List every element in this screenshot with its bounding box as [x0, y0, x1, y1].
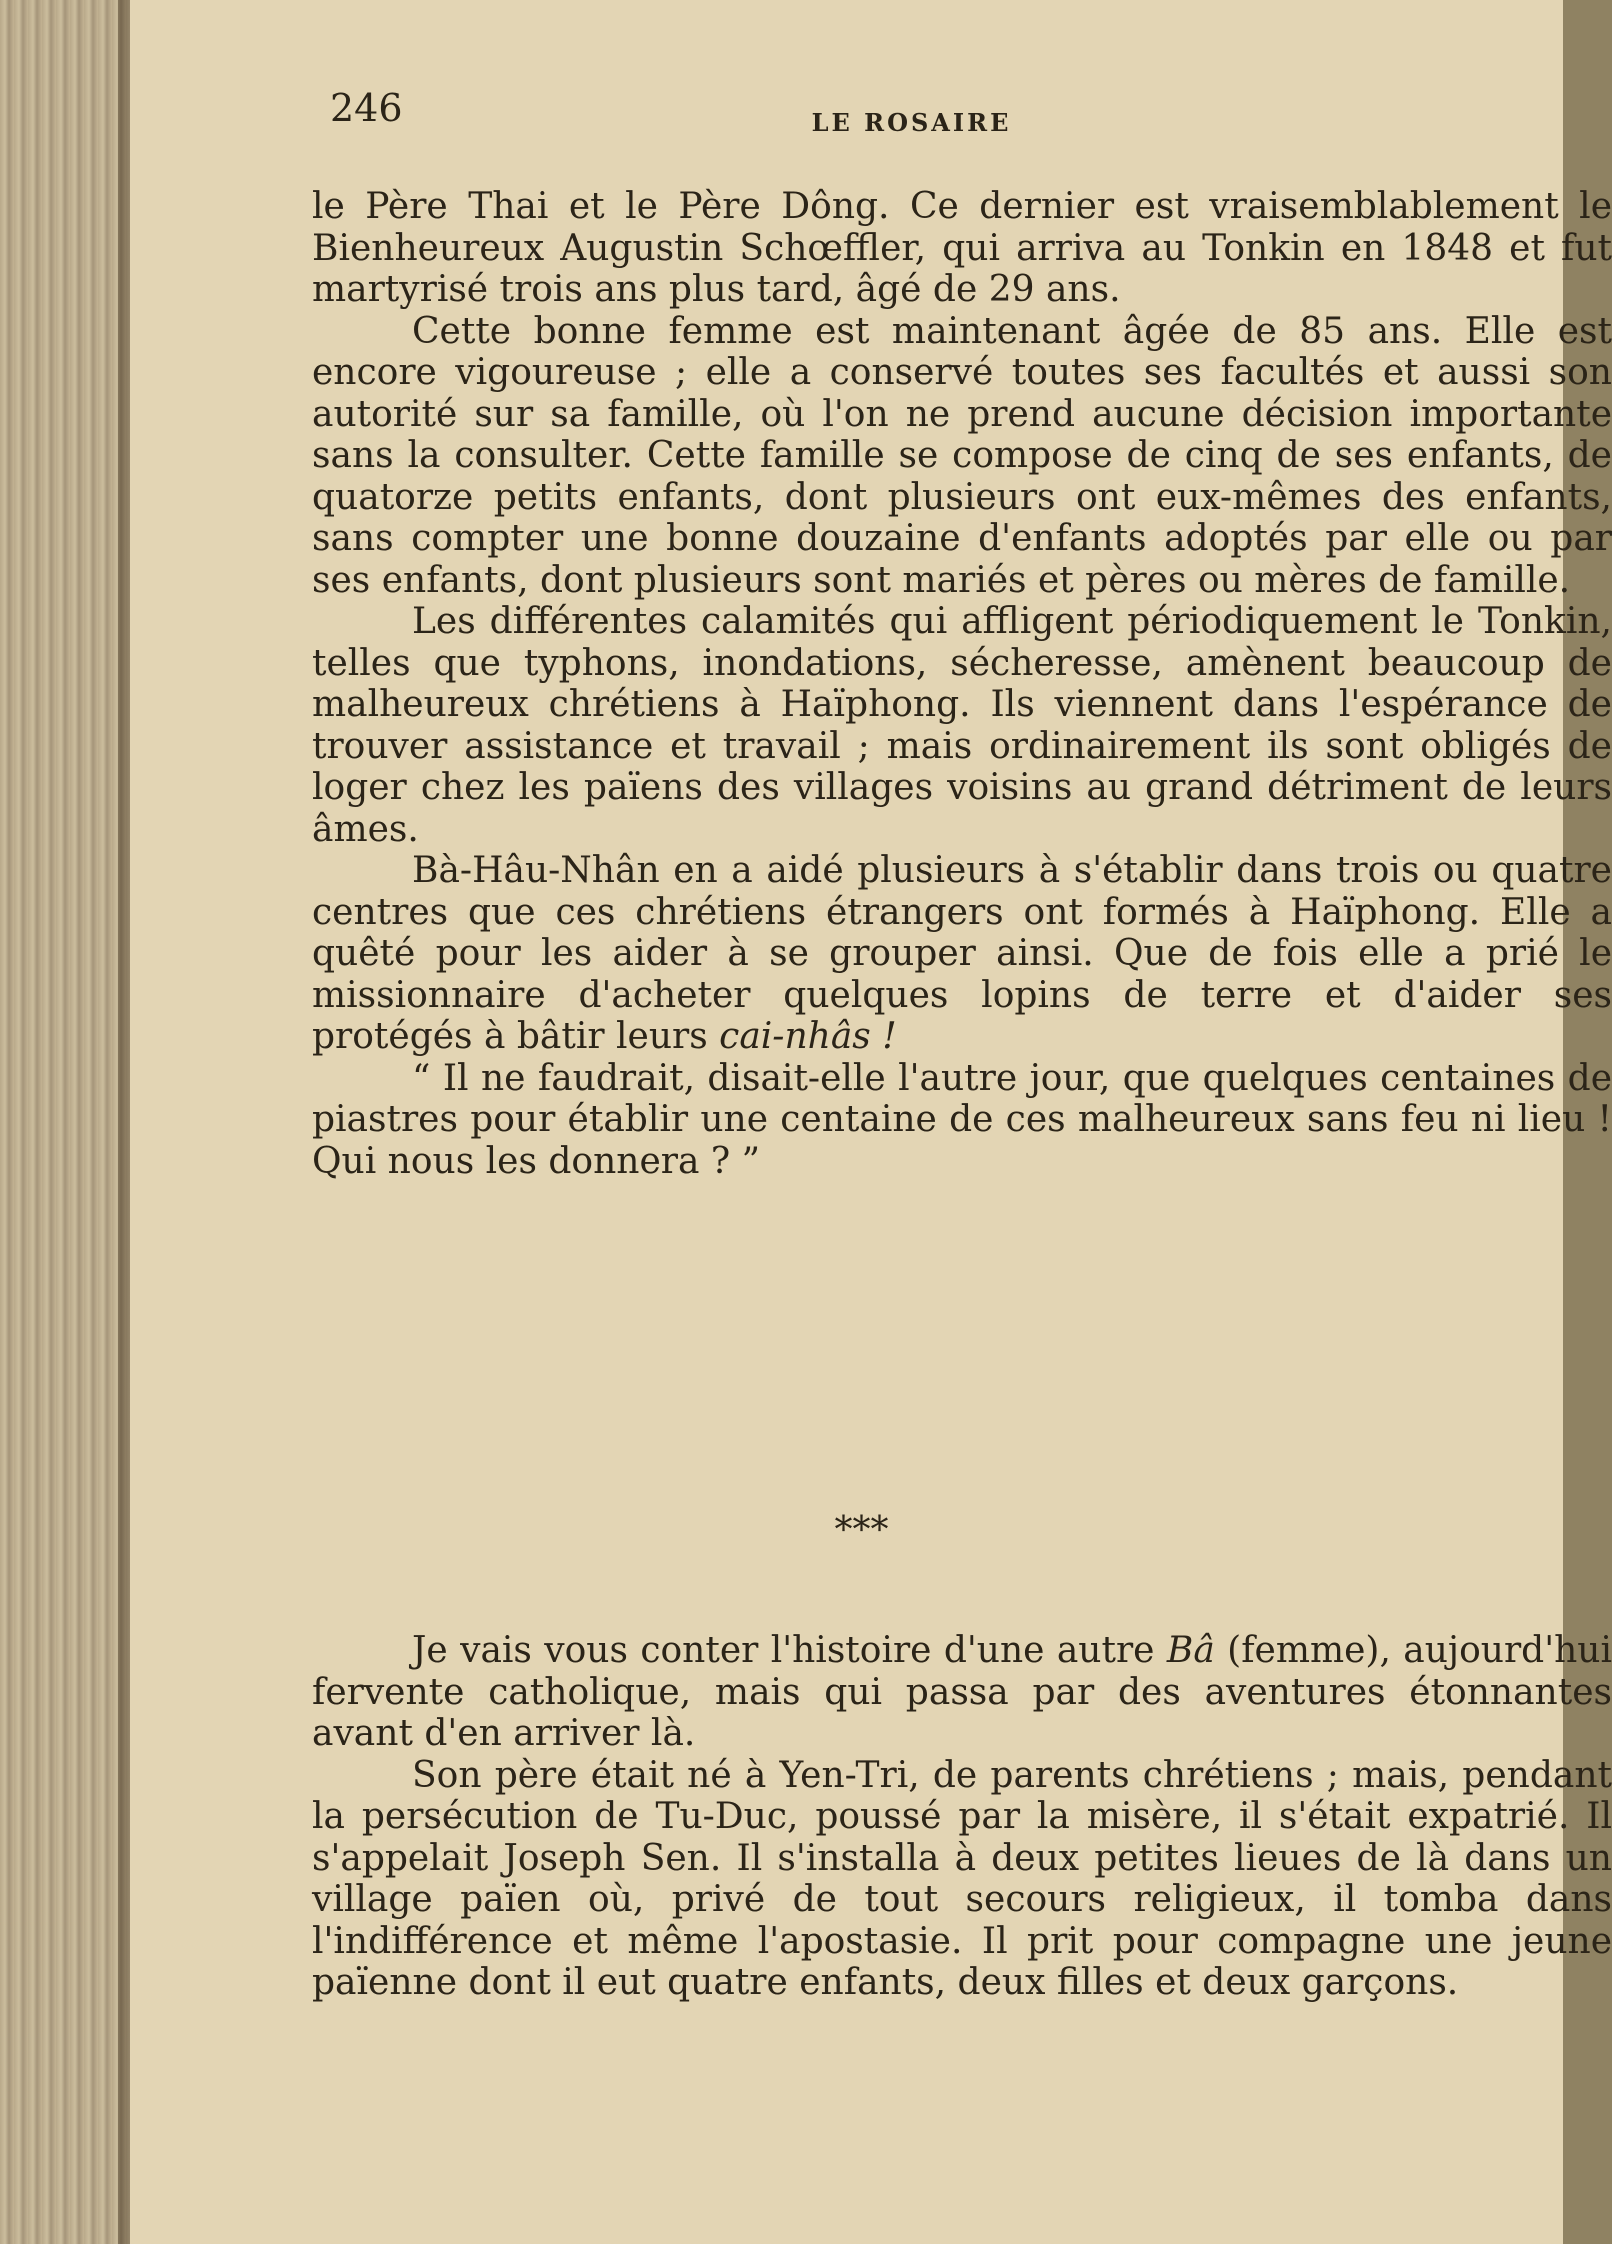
running-title: LE ROSAIRE [811, 108, 1012, 137]
section-separator: *** [834, 1510, 889, 1551]
paragraph-centers [312, 850, 1612, 1058]
paragraph-father: Son père était né à Yen-Tri, de parents chrétiens ; mais, pendant la persécution de Tu-Duc, poussé par la misère, il s'était expatrié. Il s'appelait Joseph Sen. Il s'installa à deux petites lieues de là dans un village païen où, privé de tout secours religieux, il tomba dans l'indifférence et même l'apostasie. Il prit pour compagne une jeune païenne dont il eut quatre enfants, deux filles et deux garçons. [312, 1754, 1612, 2003]
story-intro-text: Je vais vous conter l'histoire d'une autre [412, 1630, 1167, 1671]
paragraph-continuation: le Père Thai et le Père Dông. Ce dernier est vraisemblablement le Bienheureux Augustin Schœffler, qui arriva au Tonkin en 1848 et fut martyrisé trois ans plus tard, âgé de 29 ans. [312, 186, 1612, 310]
italic-term-cai-nhas: cai-nhâs ! [719, 1016, 897, 1057]
page-number: 246 [330, 86, 403, 130]
page-header [130, 86, 1563, 146]
text-block-bottom [312, 1630, 1612, 2004]
text-block-top [312, 186, 1612, 1182]
book-page [130, 0, 1612, 2244]
story-intro-rest: (femme), aujourd'hui fervente catholique, mais qui passa par des aventures étonnantes avant d'en arriver là. [312, 1630, 1612, 1754]
paragraph-quote: “ Il ne faudrait, disait-elle l'autre jour, que quelques centaines de piastres pour établir une centaine de ces malheureux sans feu ni lieu ! Qui nous les donnera ? ” [312, 1057, 1612, 1182]
paragraph-old-woman: Cette bonne femme est maintenant âgée de 85 ans. Elle est encore vigoureuse ; elle a conservé toutes ses facultés et aussi son autorité sur sa famille, où l'on ne prend aucune décision importante sans la consulter. Cette famille se compose de cinq de ses enfants, de quatorze petits enfants, dont plusieurs ont eux-mêmes des enfants, sans compter une bonne douzaine d'enfants adoptés par elle ou par ses enfants, dont plusieurs sont mariés et pères ou mères de famille. [312, 310, 1612, 601]
italic-term-ba: Bâ [1166, 1630, 1215, 1671]
paragraph-calamities: Les différentes calamités qui affligent périodiquement le Tonkin, telles que typhons, inondations, sécheresse, amènent beaucoup de malheureux chrétiens à Haïphong. Ils viennent dans l'espérance de trouver assistance et travail ; mais ordinairement ils sont obligés de loger chez les païens des villages voisins au grand détriment de leurs âmes. [312, 601, 1612, 850]
paragraph-story-intro [312, 1630, 1612, 1755]
paragraph-centers-text: Bà-Hâu-Nhân en a aidé plusieurs à s'établir dans trois ou quatre centres que ces chrétiens étrangers ont formés à Haïphong. Elle a quêté pour les aider à se grouper ainsi. Que de fois elle a prié le missionnaire d'acheter quelques lopins de terre et d'aider ses protégés à bâtir leurs [312, 850, 1612, 1057]
